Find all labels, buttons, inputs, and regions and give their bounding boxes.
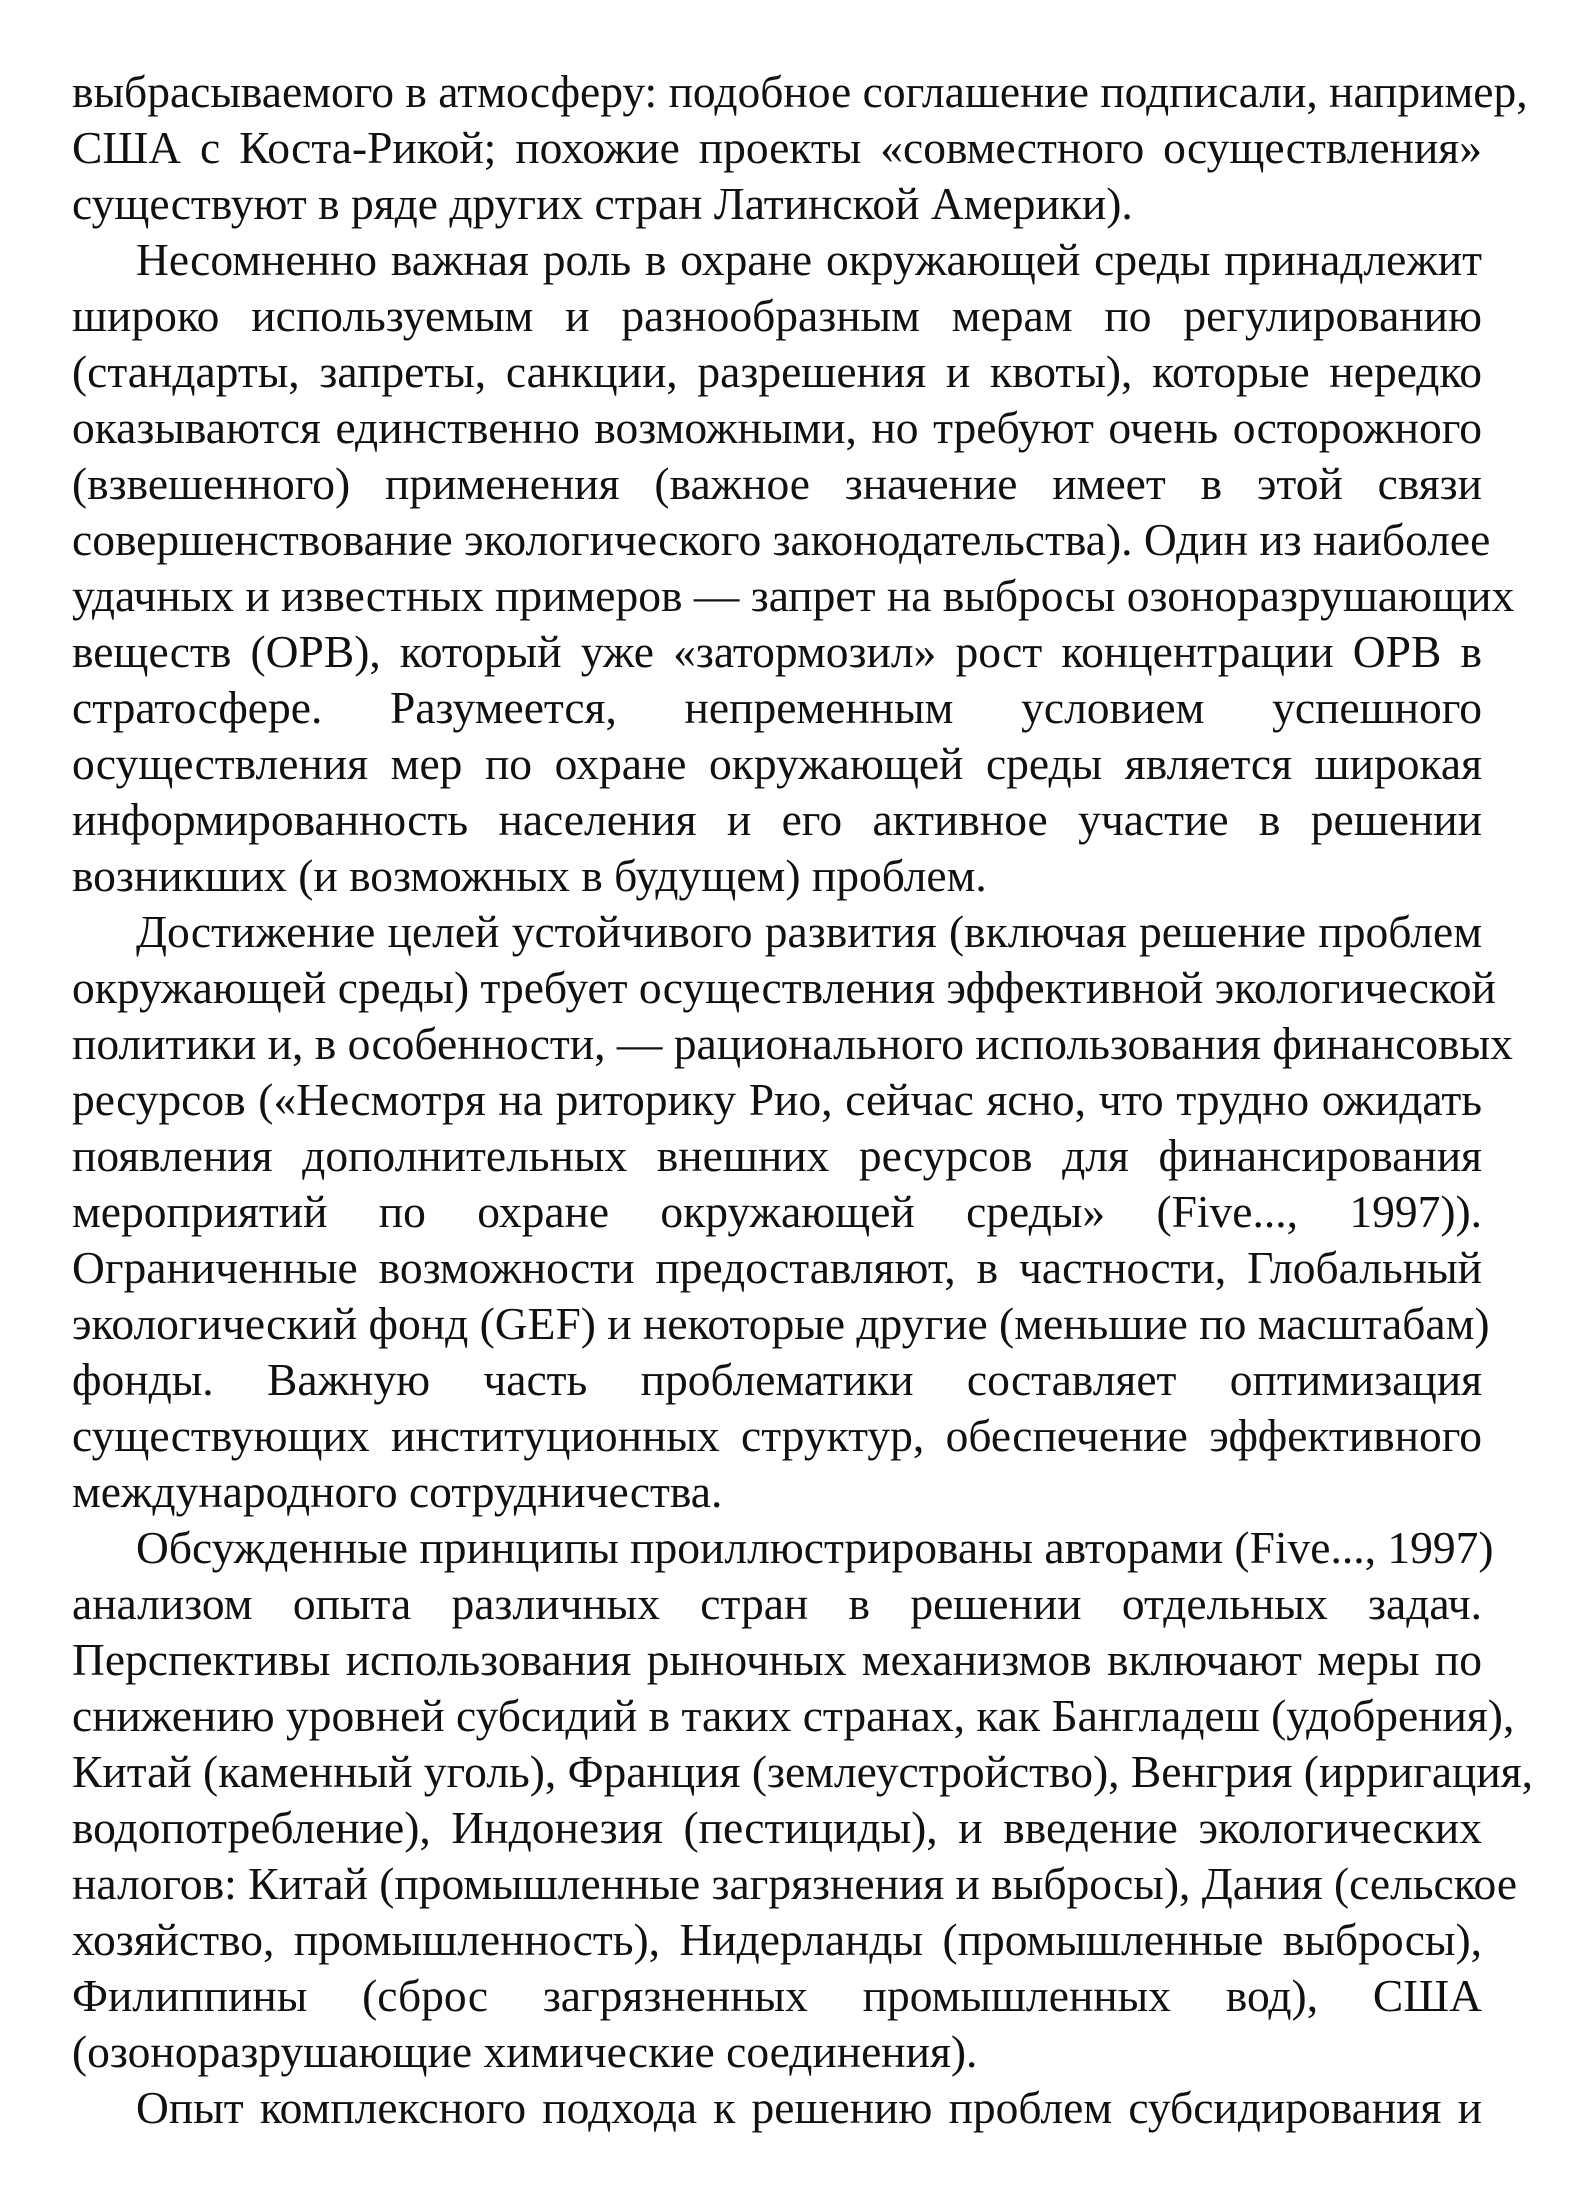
text-line: Перспективы использования рыночных механизмов включают меры по bbox=[72, 1634, 1482, 1685]
text-line: Обсужденные принципы проиллюстрированы авторами (Five..., 1997) bbox=[136, 1522, 1494, 1573]
text-line: экологический фонд (GEF) и некоторые другие (меньшие по масштабам) bbox=[72, 1298, 1490, 1349]
text-line: (взвешенного) применения (важное значение имеет в этой связи bbox=[72, 458, 1482, 509]
text-body bbox=[72, 64, 1534, 2136]
text-line: Достижение целей устойчивого развития (включая решение проблем bbox=[136, 906, 1482, 957]
paragraph bbox=[72, 2080, 1482, 2136]
paragraph bbox=[72, 64, 1528, 232]
text-line: налогов: Китай (промышленные загрязнения и выбросы), Дания (сельское bbox=[72, 1858, 1518, 1909]
text-line: анализом опыта различных стран в решении отдельных задач. bbox=[72, 1578, 1482, 1629]
text-line: осуществления мер по охране окружающей среды является широкая bbox=[72, 738, 1482, 789]
text-line: снижению уровней субсидий в таких странах, как Бангладеш (удобрения), bbox=[72, 1690, 1515, 1741]
text-line: удачных и известных примеров — запрет на выбросы озоноразрушающих bbox=[72, 570, 1515, 621]
text-line: Ограниченные возможности предоставляют, в частности, Глобальный bbox=[72, 1242, 1482, 1293]
text-line: существующих институционных структур, обеспечение эффективного bbox=[72, 1410, 1482, 1461]
text-line: (стандарты, запреты, санкции, разрешения и квоты), которые нередко bbox=[72, 346, 1482, 397]
text-line: возникших (и возможных в будущем) проблем. bbox=[72, 850, 987, 901]
text-line: США с Коста-Рикой; похожие проекты «совместного осуществления» bbox=[72, 122, 1482, 173]
text-line: веществ (ОРВ), который уже «затормозил» рост концентрации ОРВ в bbox=[72, 626, 1482, 677]
text-line: окружающей среды) требует осуществления эффективной экологической bbox=[72, 962, 1496, 1013]
paragraph bbox=[72, 232, 1515, 904]
text-line: существуют в ряде других стран Латинской Америки). bbox=[72, 178, 1133, 229]
text-line: мероприятий по охране окружающей среды» (Five..., 1997)). bbox=[72, 1186, 1482, 1237]
text-line: международного сотрудничества. bbox=[72, 1466, 723, 1517]
text-line: широко используемым и разнообразным мерам по регулированию bbox=[72, 290, 1482, 341]
paragraph bbox=[72, 1520, 1534, 2080]
text-line: (озоноразрушающие химические соединения). bbox=[72, 2026, 978, 2077]
text-line: Несомненно важная роль в охране окружающей среды принадлежит bbox=[136, 234, 1482, 285]
text-line: информированность населения и его активное участие в решении bbox=[72, 794, 1482, 845]
text-line: Филиппины (сброс загрязненных промышленных вод), США bbox=[72, 1970, 1482, 2021]
text-line: ресурсов («Несмотря на риторику Рио, сейчас ясно, что трудно ожидать bbox=[72, 1074, 1482, 1125]
text-line: оказываются единственно возможными, но требуют очень осторожного bbox=[72, 402, 1482, 453]
text-line: Китай (каменный уголь), Франция (землеустройство), Венгрия (ирригация, bbox=[72, 1746, 1534, 1797]
text-line: появления дополнительных внешних ресурсов для финансирования bbox=[72, 1130, 1482, 1181]
text-line: стратосфере. Разумеется, непременным условием успешного bbox=[72, 682, 1482, 733]
text-line: водопотребление), Индонезия (пестициды), и введение экологических bbox=[72, 1802, 1482, 1853]
text-line: фонды. Важную часть проблематики составляет оптимизация bbox=[72, 1354, 1482, 1405]
text-line: политики и, в особенности, — рационального использования финансовых bbox=[72, 1018, 1513, 1069]
text-line: выбрасываемого в атмосферу: подобное соглашение подписали, например, bbox=[72, 66, 1528, 117]
text-line: совершенствование экологического законодательства). Один из наиболее bbox=[72, 514, 1491, 565]
text-line: хозяйство, промышленность), Нидерланды (промышленные выбросы), bbox=[72, 1914, 1482, 1965]
paragraph bbox=[72, 904, 1513, 1520]
text-line: Опыт комплексного подхода к решению проблем субсидирования и bbox=[136, 2082, 1482, 2133]
